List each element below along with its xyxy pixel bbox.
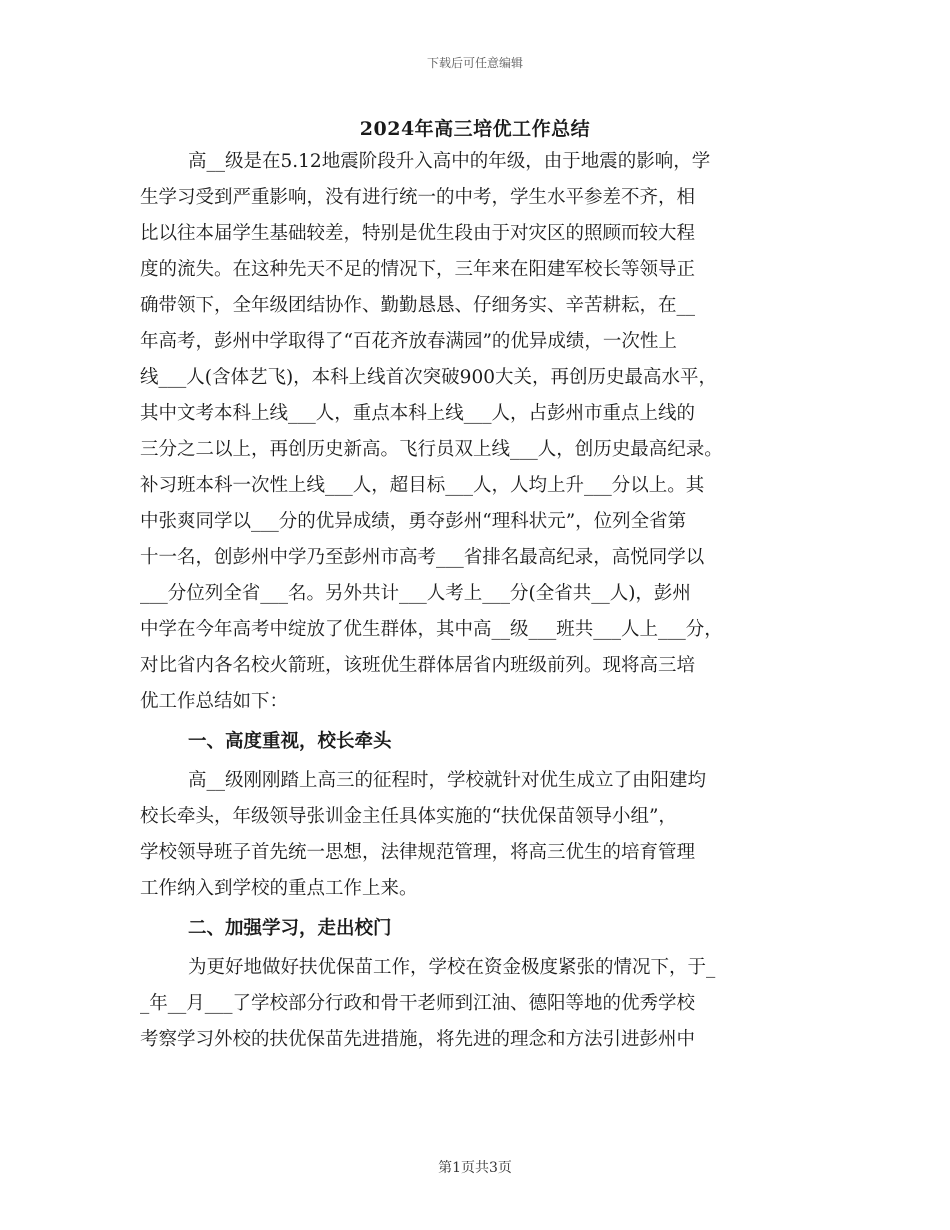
body-line: 校长牵头，年级领导张训金主任具体实施的“扶优保苗领导小组”， xyxy=(140,806,677,827)
section-heading-2: 二、加强学习，走出校门 xyxy=(188,918,392,939)
body-line: 优工作总结如下： xyxy=(140,691,289,712)
page-header-note: 下载后可任意编辑 xyxy=(426,56,523,70)
body-line: 其中文考本科上线___人，重点本科上线___人，占彭州市重点上线的 xyxy=(140,403,696,424)
body-line: _年__月___了学校部分行政和骨干老师到江油、德阳等地的优秀学校 xyxy=(140,993,696,1014)
body-line: 高__级刚刚踏上高三的征程时，学校就针对优生成立了由阳建均 xyxy=(188,770,707,791)
body-line: 中张爽同学以___分的优异成绩，勇夺彭州“理科状元”，位列全省第 xyxy=(140,511,687,532)
body-line: 比以往本届学生基础较差，特别是优生段由于对灾区的照顾而较大程 xyxy=(140,223,696,244)
body-line: 补习班本科一次性上线___人，超目标___人，人均上升___分以上。其 xyxy=(140,475,705,496)
body-line: 线___人(含体艺飞)，本科上线首次突破900大关，再创历史最高水平， xyxy=(140,367,717,388)
body-line: 十一名，创彭州中学乃至彭州市高考___省排名最高纪录，高悦同学以 xyxy=(140,547,705,568)
body-line: 三分之二以上，再创历史新高。飞行员双上线___人，创历史最高纪录。 xyxy=(140,439,723,460)
body-line: 确带领下，全年级团结协作、勤勤恳恳、仔细务实、辛苦耕耘，在__ xyxy=(140,295,696,316)
body-line: 对比省内各名校火箭班，该班优生群体居省内班级前列。现将高三培 xyxy=(140,655,696,676)
document-title: 2024年高三培优工作总结 xyxy=(359,118,591,140)
body-line: 中学在今年高考中绽放了优生群体，其中高__级___班共___人上___分， xyxy=(140,619,723,640)
body-line: 度的流失。在这种先天不足的情况下，三年来在阳建军校长等领导正 xyxy=(140,259,696,280)
body-line: 高__级是在5.12地震阶段升入高中的年级，由于地震的影响，学 xyxy=(188,151,711,172)
body-line: ___分位列全省___名。另外共计___人考上___分(全省共__人)，彭州 xyxy=(140,583,691,604)
body-line: 考察学习外校的扶优保苗先进措施，将先进的理念和方法引进彭州中 xyxy=(140,1029,696,1050)
section-heading-1: 一、高度重视，校长牵头 xyxy=(188,731,392,752)
body-line: 学校领导班子首先统一思想，法律规范管理，将高三优生的培育管理 xyxy=(140,842,696,863)
body-line: 为更好地做好扶优保苗工作，学校在资金极度紧张的情况下，于_ xyxy=(188,957,716,978)
body-line: 年高考，彭州中学取得了“百花齐放春满园”的优异成绩，一次性上 xyxy=(140,331,677,352)
body-line: 生学习受到严重影响，没有进行统一的中考，学生水平参差不齐，相 xyxy=(140,187,696,208)
body-line: 工作纳入到学校的重点工作上来。 xyxy=(140,878,418,899)
page-number: 第1页共3页 xyxy=(438,1160,512,1176)
